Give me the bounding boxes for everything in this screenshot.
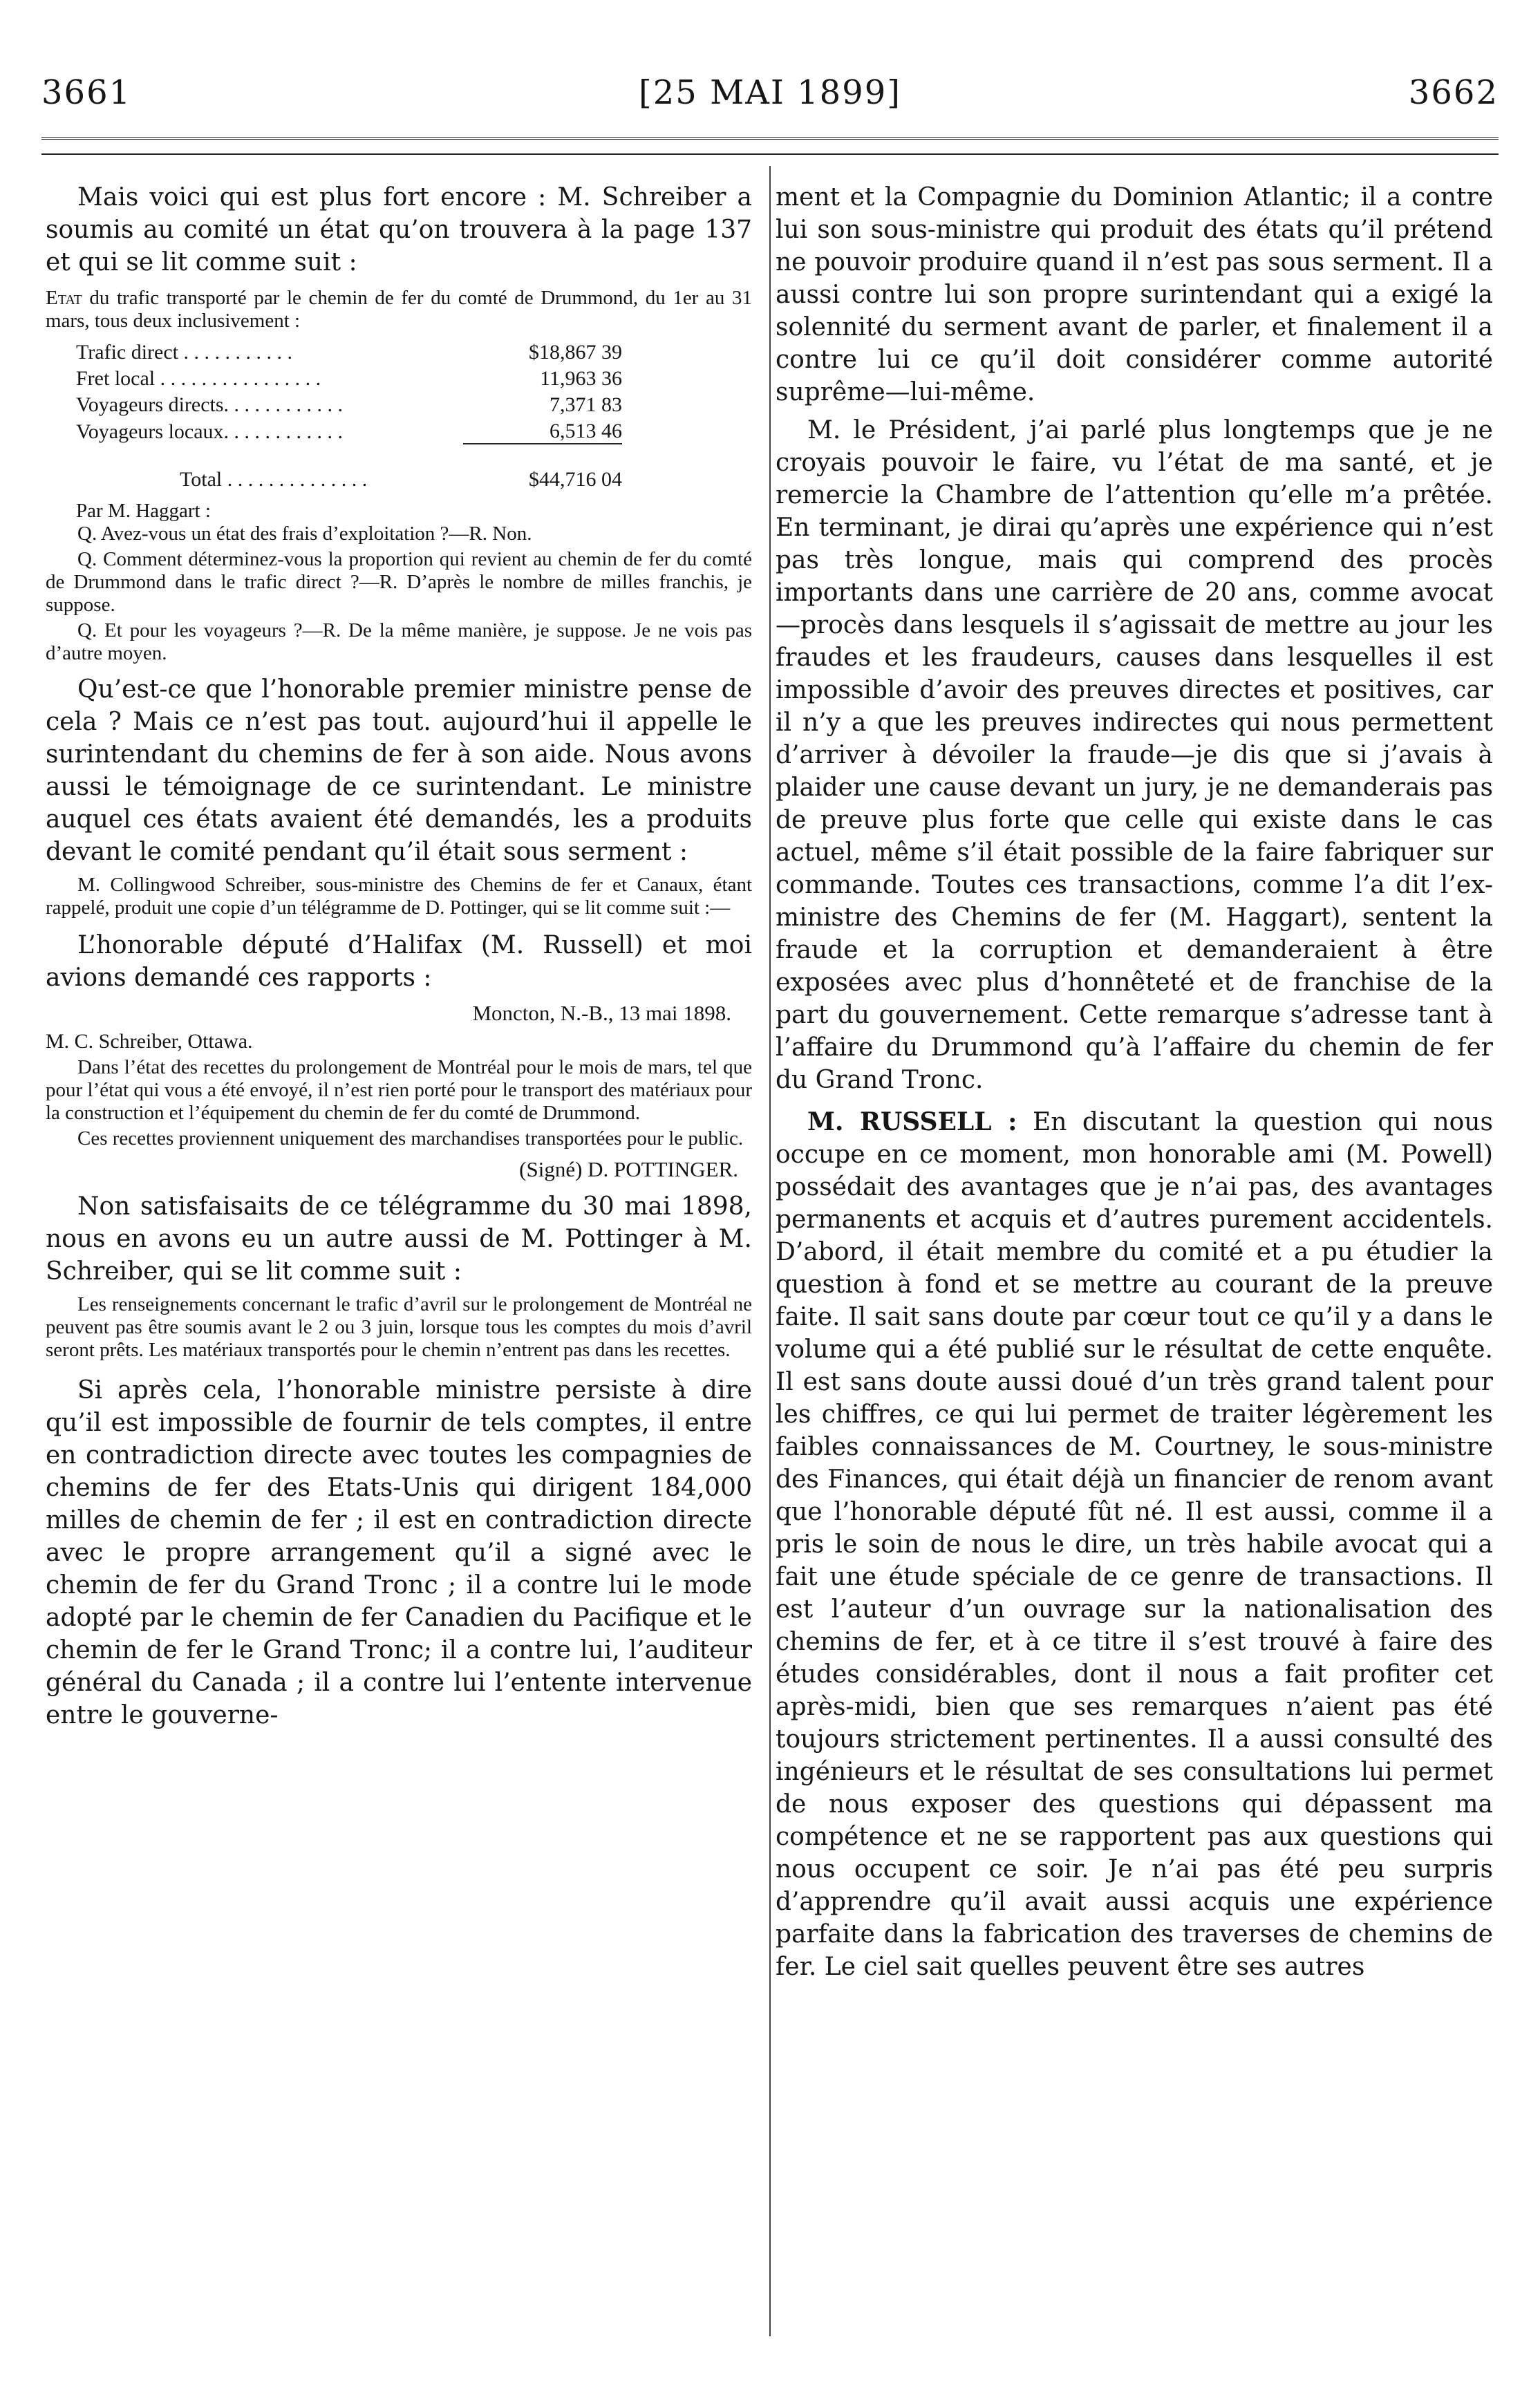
- row-value: 7,371 83: [550, 393, 622, 416]
- row-label: Fret local . . . . . . . . . . . . . . . .: [76, 367, 321, 390]
- paragraph: Non satisfaisaits de ce télégramme du 30 mai 1898, nous en avons eu un autre aussi de M. Pottinger à M. Schreiber, qui se lit comme suit :: [46, 1192, 752, 1286]
- paragraph: Mais voici qui est plus fort encore : M. Schreiber a soumis au comité un état qu’on trouvera à la page 137 et qui se lit comme suit :: [46, 183, 752, 276]
- header-date: [25 MAI 1899]: [639, 73, 901, 112]
- examiner-line: Par M. Haggart :: [76, 500, 211, 522]
- row-label: Voyageurs directs. . . . . . . . . . . .: [76, 393, 344, 416]
- traffic-table: [76, 338, 622, 491]
- paragraph: M. le Président, j’ai parlé plus longtemps que je ne croyais pouvoir le faire, vu l’état de ma santé, et je remercie la Chambre de l’attention qu’elle m’a prêtée. En terminant, je dirai qu’après une expérience qui n’est pas très longue, mais qui comprend des procès importants dans une carrière de 20 ans, comme avocat—procès dans lesquels il s’agissait de mettre au jour les fraudes et les fraudeurs, causes dans lesquelles il est impossible d’avoir des preuves directes et positives, car il n’y a que les preuves indirectes qui nous permettent d’arriver à dévoiler la fraude—je dis que si j’avais à plaider une cause devant un jury, je ne demanderais pas de preuve plus forte que celle qui existe dans le cas actuel, même s’il était possible de la faire fabriquer sur commande. Toutes ces transactions, comme l’a dit l’ex-ministre des Chemins de fer (M. Haggart), sentent la fraude et la corruption et demanderaient à être exposées avec plus d’honnêteté et de franchise de la part du gouvernement. Cette remarque s’adresse tant à l’affaire du Drummond qu’à l’affaire du chemin de fer du Grand Tronc.: [776, 416, 1493, 1094]
- telegram-text: Les renseignements concernant le trafic d’avril sur le prolongement de Montréal ne peuvent pas être soumis avant le 2 ou 3 juin, lorsque tous les comptes du mois d’avril seront prêts. Les matériaux transportés pour le chemin n’entrent pas dans les recettes.: [46, 1293, 752, 1361]
- telegram-text: Ces recettes proviennent uniquement des marchandises transportées pour le public.: [77, 1127, 744, 1149]
- question-answer: Q. Et pour les voyageurs ?—R. De la même manière, je suppose. Je ne vois pas d’autre moyen.: [46, 619, 752, 664]
- left-column: [46, 181, 752, 1737]
- question-answer: Q. Comment déterminez-vous la proportion qui revient au chemin de fer du comté de Drummond dans le trafic direct ?—R. D’après le nombre de milles franchis, je suppose.: [46, 548, 752, 616]
- total-value: $44,716 04: [529, 468, 622, 491]
- right-column: [776, 181, 1493, 1989]
- table-row: [76, 364, 622, 391]
- paragraph: L’honorable député d’Halifax (M. Russell) et moi avions demandé ces rapports :: [46, 931, 752, 992]
- page-number-right: 3662: [1408, 73, 1499, 112]
- paragraph: Si après cela, l’honorable ministre persiste à dire qu’il est impossible de fournir de tels comptes, il entre en contradiction directe avec toutes les compagnies de chemins de fer des Etats-Unis qui dirigent 184,000 milles de chemin de fer ; il est en contradiction directe avec le propre arrangement qu’il a signé avec le chemin de fer du Grand Tronc ; il a contre lui le mode adopté par le chemin de fer Canadien du Pacifique et le chemin de fer le Grand Tronc; il a contre lui, l’auditeur général du Canada ; il a contre lui l’entente intervenue entre le gouverne-: [46, 1376, 752, 1729]
- telegram-addressee: M. C. Schreiber, Ottawa.: [46, 1030, 253, 1053]
- table-row: [76, 391, 622, 417]
- paragraph: ment et la Compagnie du Dominion Atlantic; il a contre lui son sous-ministre qui produit des états qu’il prétend ne pouvoir produire quand il n’est pas sous serment. Il a aussi contre lui son propre surintendant qui a exigé la solennité du serment avant de parler, et finalement il a contre lui ce qu’il doit considérer comme autorité suprême—lui-même.: [776, 183, 1493, 406]
- page-number-left: 3661: [41, 73, 132, 112]
- column-divider: [769, 166, 771, 2336]
- total-row: [76, 444, 622, 491]
- row-label: Trafic direct . . . . . . . . . . .: [76, 341, 293, 364]
- row-value: 6,513 46: [463, 417, 622, 444]
- header-double-rule: [41, 137, 1499, 142]
- testimony-paragraph: M. Collingwood Schreiber, sous-ministre des Chemins de fer et Canaux, étant rappelé, produit une copie d’un télégramme de D. Pottinger, qui se lit comme suit :—: [46, 874, 752, 919]
- row-value: $18,867 39: [529, 341, 622, 364]
- header-rule: [41, 153, 1499, 155]
- speech-text: En discutant la question qui nous occupe en ce moment, mon honorable ami (M. Powell) possédait des avantages que je n’ai pas, des avantages permanents et acquis et d’autres purement accidentels. D’abord, il était membre du comité et a pu étudier la question à fond et se mettre au courant de la preuve faite. Il sait sans doute par cœur tout ce qu’il y a dans le volume qui a été publié sur le résultat de cette enquête. Il est sans doute aussi doué d’un très grand talent pour les chiffres, ce qui lui permet de traiter légèrement les faibles connaissances de M. Courtney, le sous-ministre des Finances, qui était déjà un financier de renom avant que l’honorable député fût né. Il est aussi, comme il a pris le soin de nous le dire, un très habile avocat qui a fait une étude spéciale de ce genre de transactions. Il est l’auteur d’un ouvrage sur la nationalisation des chemins de fer, et à ce titre il s’est trouvé à faire des études considérables, dont il nous a fait profiter cet après-midi, bien que ses remarques n’aient pas été toujours strictement pertinentes. Il a aussi consulté des ingénieurs et le résultat de ses consultations lui permet de nous exposer des questions qui dépassent ma compétence et ne se rapportent pas aux questions qui nous occupent ce soir. Je n’ai pas été peu surpris d’apprendre qu’il avait aussi acquis une expérience parfaite dans la fabrication des traverses de chemins de fer. Le ciel sait quelles peuvent être ses autres: [776, 1108, 1493, 1981]
- page-header: [0, 51, 1540, 112]
- row-value: 11,963 36: [540, 367, 622, 390]
- question-answer: Q. Avez-vous un état des frais d’exploitation ?—R. Non.: [77, 523, 532, 545]
- statement-title-text: du trafic transporté par le chemin de fer du comté de Drummond, du 1er au 31 mars, tous deux inclusivement :: [46, 287, 752, 332]
- speaker-name: M. RUSSELL :: [807, 1107, 1017, 1136]
- total-label: Total . . . . . . . . . . . . . .: [180, 468, 368, 491]
- statement-title: [46, 287, 752, 332]
- telegram-text: Dans l’état des recettes du prolongement de Montréal pour le mois de mars, tel que pour l’état qui vous a été envoyé, il n’est rien porté pour le transport des matériaux pour la construction et l’équipement du chemin de fer du comté de Drummond.: [46, 1056, 752, 1124]
- row-label: Voyageurs locaux. . . . . . . . . . . .: [76, 420, 344, 443]
- paragraph: Qu’est-ce que l’honorable premier ministre pense de cela ? Mais ce n’est pas tout. aujourd’hui il appelle le surintendant du chemins de fer à son aide. Nous avons aussi le témoignage de ce surintendant. Le ministre auquel ces états avaient été demandés, les a produits devant le comité pendant qu’il était sous serment :: [46, 675, 752, 866]
- statement-title-smallcaps: Etat: [46, 287, 82, 309]
- telegram-place-date: Moncton, N.-B., 13 mai 1898.: [472, 1001, 731, 1025]
- signature: (Signé) D. POTTINGER.: [519, 1157, 738, 1181]
- table-row: [76, 417, 622, 444]
- paragraph: [776, 1106, 1493, 1983]
- table-row: [76, 338, 622, 364]
